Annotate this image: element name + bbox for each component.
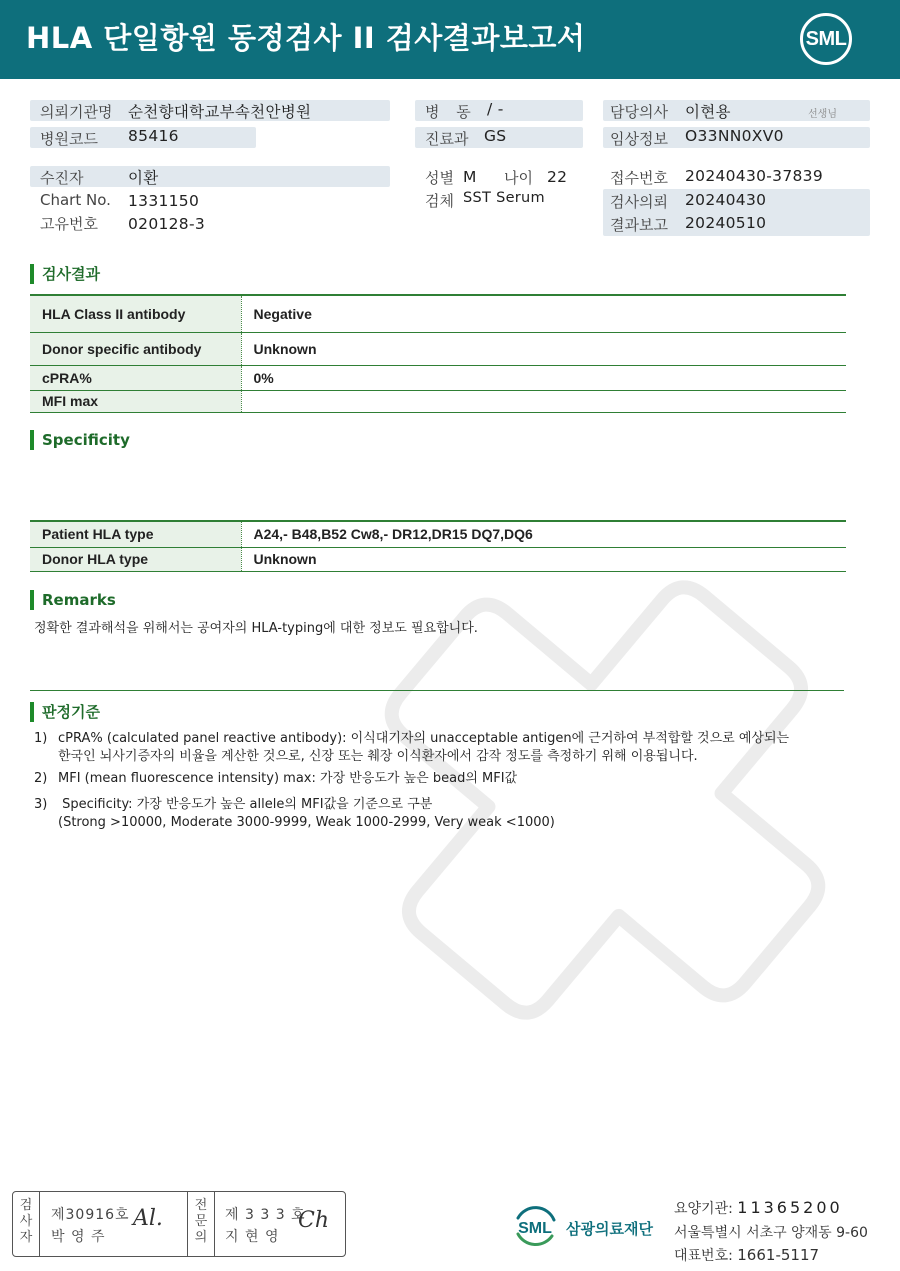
chart-value: 1331150 bbox=[128, 192, 200, 210]
info-bar bbox=[30, 166, 390, 187]
ward-label: 병 동 bbox=[425, 103, 477, 121]
request-date-value: 20240430 bbox=[685, 191, 767, 209]
age-value: 22 bbox=[547, 168, 568, 186]
chart-label: Chart No. bbox=[40, 191, 111, 209]
dept-value: GS bbox=[484, 127, 507, 145]
sex-label: 성별 bbox=[425, 169, 454, 187]
tester-label: 검 사 자 bbox=[19, 1198, 33, 1245]
hospital-code-value: 85416 bbox=[128, 127, 179, 145]
specificity-table bbox=[30, 520, 846, 572]
criteria-num: 2) bbox=[34, 771, 48, 786]
specialist-name: 지 현 영 bbox=[225, 1229, 280, 1245]
result-key: cPRA% bbox=[30, 365, 241, 390]
remarks-heading: Remarks bbox=[30, 590, 116, 610]
criteria-num: 1) bbox=[34, 731, 48, 746]
specificity-value: Unknown bbox=[253, 551, 317, 567]
specificity-key: Donor HLA type bbox=[30, 547, 241, 571]
receipt-label: 접수번호 bbox=[610, 169, 668, 187]
table-row bbox=[30, 295, 846, 332]
criteria-num: 3) bbox=[34, 797, 48, 812]
institution-label: 의뢰기관명 bbox=[40, 103, 113, 121]
age-label: 나이 bbox=[504, 169, 533, 187]
result-key: MFI max bbox=[30, 390, 241, 412]
patient-value: 이환 bbox=[128, 169, 159, 187]
report-date-label: 결과보고 bbox=[610, 216, 668, 234]
table-row bbox=[30, 547, 846, 571]
unique-no-value: 020128-3 bbox=[128, 215, 206, 233]
tester-license: 제30916호 bbox=[51, 1207, 130, 1223]
patient-label: 수진자 bbox=[40, 169, 84, 187]
doctor-suffix: 선생님 bbox=[808, 109, 837, 120]
signature-stamp bbox=[12, 1191, 346, 1257]
dept-label: 진료과 bbox=[425, 130, 469, 148]
institution-value: 순천향대학교부속천안병원 bbox=[128, 103, 312, 121]
receipt-value: 20240430-37839 bbox=[685, 167, 823, 185]
report-date-value: 20240510 bbox=[685, 214, 767, 232]
result-key: HLA Class II antibody bbox=[30, 295, 241, 332]
ward-value: / - bbox=[487, 100, 504, 118]
criteria-item bbox=[34, 770, 517, 788]
unique-no-label: 고유번호 bbox=[40, 215, 98, 233]
specialist-signature: Ch bbox=[298, 1208, 330, 1233]
report-title: HLA 단일항원 동정검사 II 검사결과보고서 bbox=[26, 21, 586, 55]
criteria-line: cPRA% (calculated panel reactive antibody): 이식대기자의 unacceptable antigen에 근거하여 부적합할 것으로 예상되는 bbox=[58, 731, 790, 746]
specialist-license: 제 3 3 3 호 bbox=[225, 1207, 306, 1223]
criteria-line: 한국인 뇌사기증자의 비율을 계산한 것으로, 신장 또는 췌장 이식환자에서 감작 정도를 측정하기 위해 이용됩니다. bbox=[58, 749, 698, 764]
org-name: 삼광의료재단 bbox=[566, 1220, 653, 1238]
table-row bbox=[30, 521, 846, 547]
criteria-item bbox=[34, 796, 555, 832]
table-row bbox=[30, 365, 846, 390]
request-date-label: 검사의뢰 bbox=[610, 193, 668, 211]
criteria-line: (Strong >10000, Moderate 3000-9999, Weak 1000-2999, Very weak <1000) bbox=[58, 815, 555, 830]
specimen-value: SST Serum bbox=[463, 190, 545, 206]
results-heading: 검사결과 bbox=[30, 264, 100, 284]
criteria-heading: 판정기준 bbox=[30, 702, 100, 722]
result-value: Unknown bbox=[253, 340, 317, 357]
tester-signature: Al. bbox=[133, 1206, 163, 1231]
sex-value: M bbox=[463, 168, 477, 186]
doctor-value: 이현용 bbox=[685, 103, 731, 121]
specificity-value: A24,- B48,B52 Cw8,- DR12,DR15 DQ7,DQ6 bbox=[253, 526, 533, 543]
criteria-line: Specificity: 가장 반응도가 높은 allele의 MFI값을 기준으로 구분 bbox=[58, 797, 433, 812]
result-value: 0% bbox=[253, 369, 274, 386]
hospital-code-label: 병원코드 bbox=[40, 130, 98, 148]
address: 서울특별시 서초구 양재동 9-60 bbox=[674, 1225, 868, 1241]
specimen-label: 검체 bbox=[425, 192, 454, 210]
remarks-text: 정확한 결과해석을 위해서는 공여자의 HLA-typing에 대한 정보도 필요합니다. bbox=[34, 621, 478, 636]
divider bbox=[30, 690, 844, 691]
doctor-label: 담당의사 bbox=[610, 103, 668, 121]
specialist-label: 전 문 의 bbox=[194, 1198, 208, 1245]
phone: 대표번호: 1661-5117 bbox=[674, 1246, 820, 1264]
table-row bbox=[30, 390, 846, 412]
clinical-label: 임상정보 bbox=[610, 130, 668, 148]
svg-text:SML: SML bbox=[518, 1220, 552, 1237]
results-table bbox=[30, 294, 846, 413]
report-header bbox=[0, 0, 900, 79]
specificity-heading: Specificity bbox=[30, 430, 130, 450]
clinical-value: O33NN0XV0 bbox=[685, 127, 784, 145]
specificity-key: Patient HLA type bbox=[30, 521, 241, 547]
care-institution: 요양기관: 11365200 bbox=[674, 1198, 843, 1217]
sml-logo-icon bbox=[510, 1202, 560, 1252]
result-value: Negative bbox=[253, 305, 312, 322]
result-key: Donor specific antibody bbox=[30, 332, 241, 365]
sml-logo-icon: SML bbox=[800, 13, 852, 65]
criteria-line: MFI (mean fluorescence intensity) max: 가장 반응도가 높은 bead의 MFI값 bbox=[58, 771, 518, 786]
tester-name: 박 영 주 bbox=[51, 1229, 106, 1245]
result-value bbox=[241, 390, 846, 412]
table-row bbox=[30, 332, 846, 365]
criteria-item bbox=[34, 730, 789, 766]
